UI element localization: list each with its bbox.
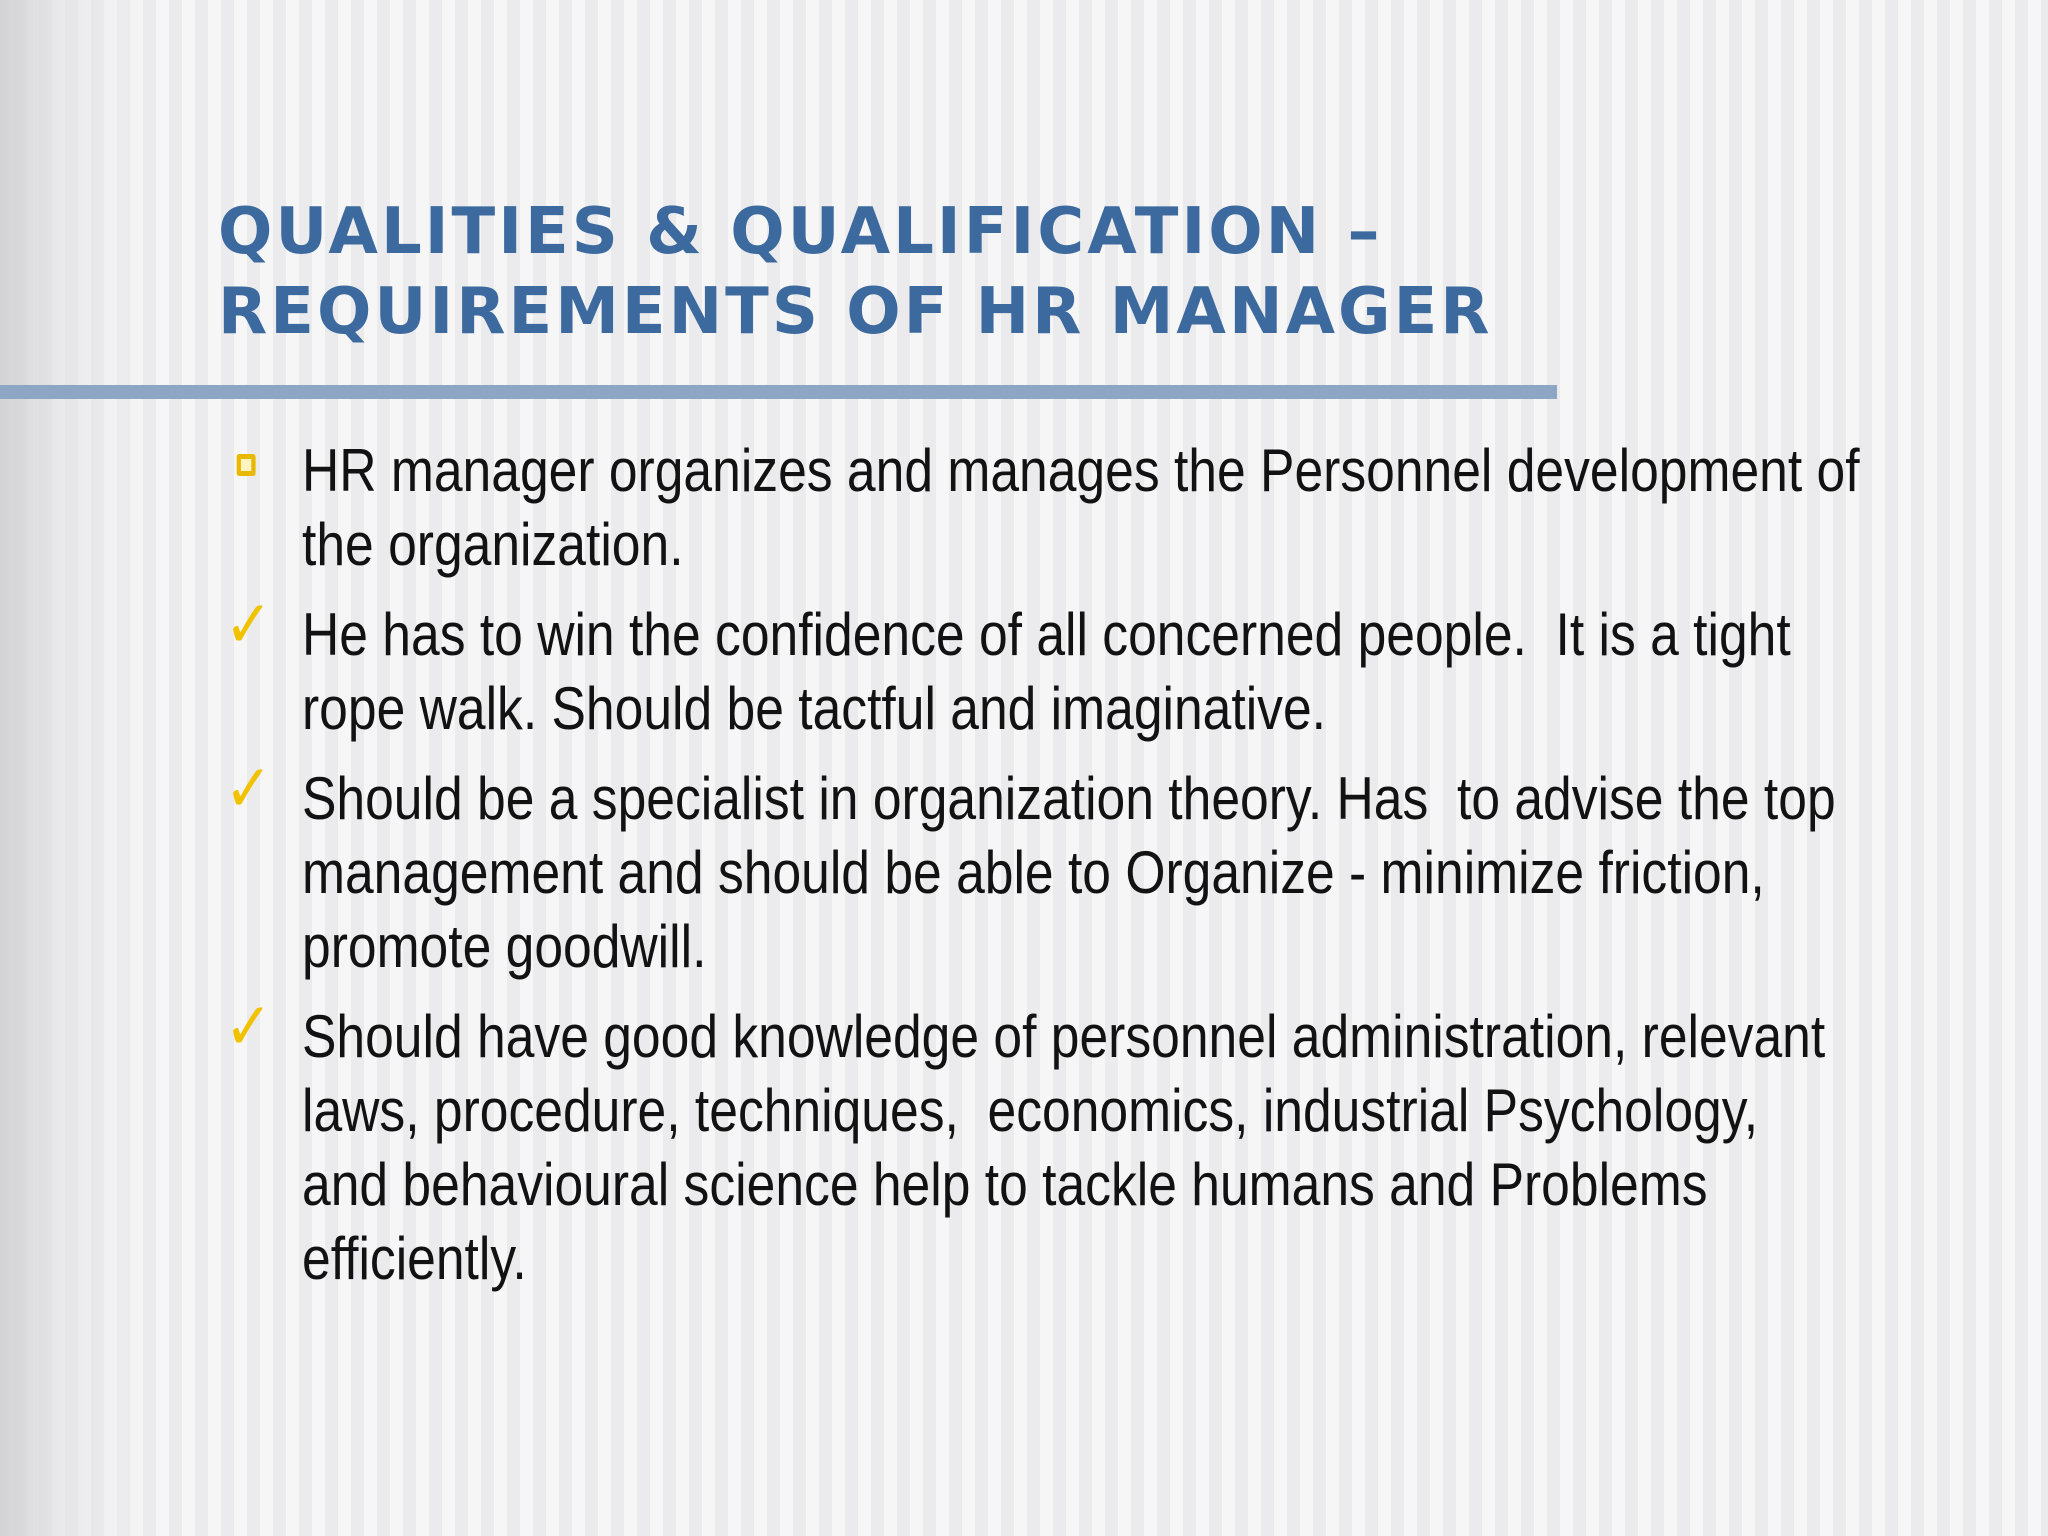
list-item-line: and behavioural science help to tackle humans and Problems (302, 1151, 1708, 1218)
list-item (224, 988, 2001, 1296)
list-item-line: the organization. (302, 511, 684, 578)
list-item-text (302, 434, 2001, 582)
title-line-2: REQUIREMENTS OF HR MANAGER (218, 275, 1493, 349)
list-item-line: efficiently. (302, 1225, 527, 1292)
list-item-text (302, 1000, 2001, 1296)
list-item-line: rope walk. Should be tactful and imaginative. (302, 675, 1327, 742)
list-item-text (302, 762, 2001, 984)
list-item-line: Should be a specialist in organization theory. Has to advise the top (302, 765, 1836, 832)
title-line-1: QUALITIES & QUALIFICATION – (218, 195, 1383, 269)
list-item-line: Should have good knowledge of personnel administration, relevant (302, 1003, 1826, 1070)
checkmark-icon: ✓ (224, 586, 273, 663)
checkmark-icon: ✓ (224, 750, 273, 827)
slide-title (218, 192, 1718, 352)
checkmark-icon: ✓ (224, 988, 273, 1065)
list-item-line: laws, procedure, techniques, economics, industrial Psychology, (302, 1077, 1759, 1144)
title-underline (0, 385, 1557, 399)
list-item-text (302, 598, 2001, 746)
list-item-line: promote goodwill. (302, 913, 707, 980)
list-item-line: He has to win the confidence of all concerned people. It is a tight (302, 601, 1791, 668)
list-item (224, 586, 2001, 746)
list-item-line: management and should be able to Organize - minimize friction, (302, 839, 1765, 906)
list-item (224, 750, 2001, 984)
list-item (302, 434, 2001, 582)
square-bullet-icon (237, 454, 256, 476)
list-item-line: HR manager organizes and manages the Personnel development of (302, 437, 1860, 504)
bullet-list (224, 434, 2002, 1312)
